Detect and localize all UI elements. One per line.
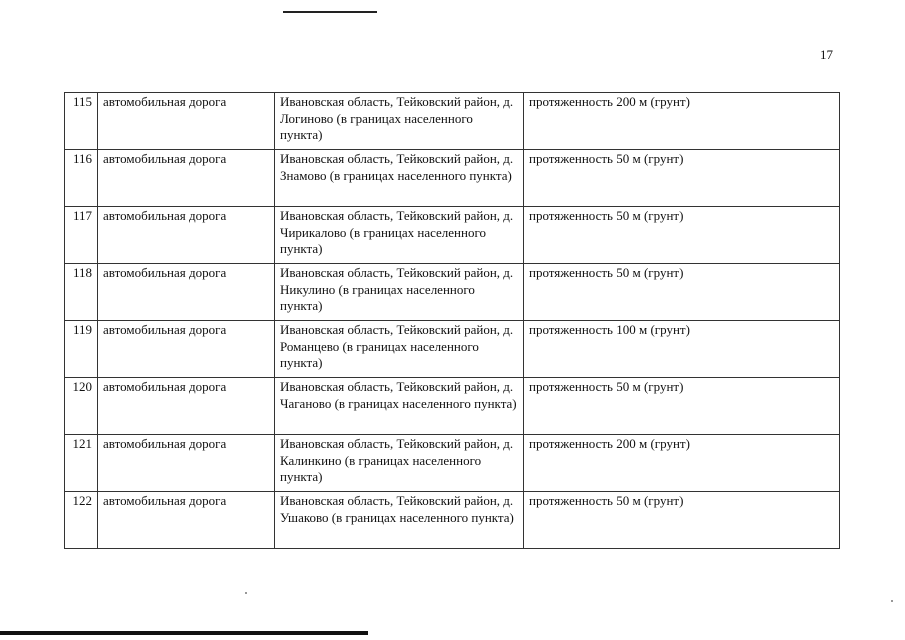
object-characteristic: протяженность 200 м (грунт) [524,93,840,150]
object-characteristic: протяженность 200 м (грунт) [524,435,840,492]
table-row [65,492,840,549]
object-characteristic: протяженность 50 м (грунт) [524,150,840,207]
object-name: автомобильная дорога [98,207,275,264]
object-name: автомобильная дорога [98,93,275,150]
object-address: Ивановская область, Тейковский район, д. Чирикалово (в границах населенного пункта) [275,207,524,264]
object-address: Ивановская область, Тейковский район, д. Знамово (в границах населенного пункта) [275,150,524,207]
row-number: 120 [65,378,98,435]
object-address: Ивановская область, Тейковский район, д. Никулино (в границах населенного пункта) [275,264,524,321]
table-row [65,207,840,264]
road-registry-table [64,92,840,549]
row-number: 122 [65,492,98,549]
header-rule [283,11,377,13]
object-characteristic: протяженность 100 м (грунт) [524,321,840,378]
row-number: 121 [65,435,98,492]
object-name: автомобильная дорога [98,150,275,207]
object-address: Ивановская область, Тейковский район, д. Калинкино (в границах населенного пункта) [275,435,524,492]
object-characteristic: протяженность 50 м (грунт) [524,492,840,549]
object-address: Ивановская область, Тейковский район, д. Романцево (в границах населенного пункта) [275,321,524,378]
scan-speck [245,592,247,594]
object-address: Ивановская область, Тейковский район, д. Логиново (в границах населенного пункта) [275,93,524,150]
object-characteristic: протяженность 50 м (грунт) [524,378,840,435]
table-row [65,264,840,321]
object-name: автомобильная дорога [98,264,275,321]
table-row [65,93,840,150]
table-row [65,435,840,492]
table-row [65,150,840,207]
object-name: автомобильная дорога [98,321,275,378]
row-number: 117 [65,207,98,264]
row-number: 118 [65,264,98,321]
row-number: 119 [65,321,98,378]
object-address: Ивановская область, Тейковский район, д. Чаганово (в границах населенного пункта) [275,378,524,435]
object-address: Ивановская область, Тейковский район, д. Ушаково (в границах населенного пункта) [275,492,524,549]
table-row [65,378,840,435]
object-characteristic: протяженность 50 м (грунт) [524,207,840,264]
row-number: 115 [65,93,98,150]
row-number: 116 [65,150,98,207]
object-name: автомобильная дорога [98,435,275,492]
footer-rule [0,631,368,635]
scan-speck [891,600,893,602]
table-row [65,321,840,378]
object-name: автомобильная дорога [98,378,275,435]
object-name: автомобильная дорога [98,492,275,549]
object-characteristic: протяженность 50 м (грунт) [524,264,840,321]
page-number: 17 [820,47,833,62]
